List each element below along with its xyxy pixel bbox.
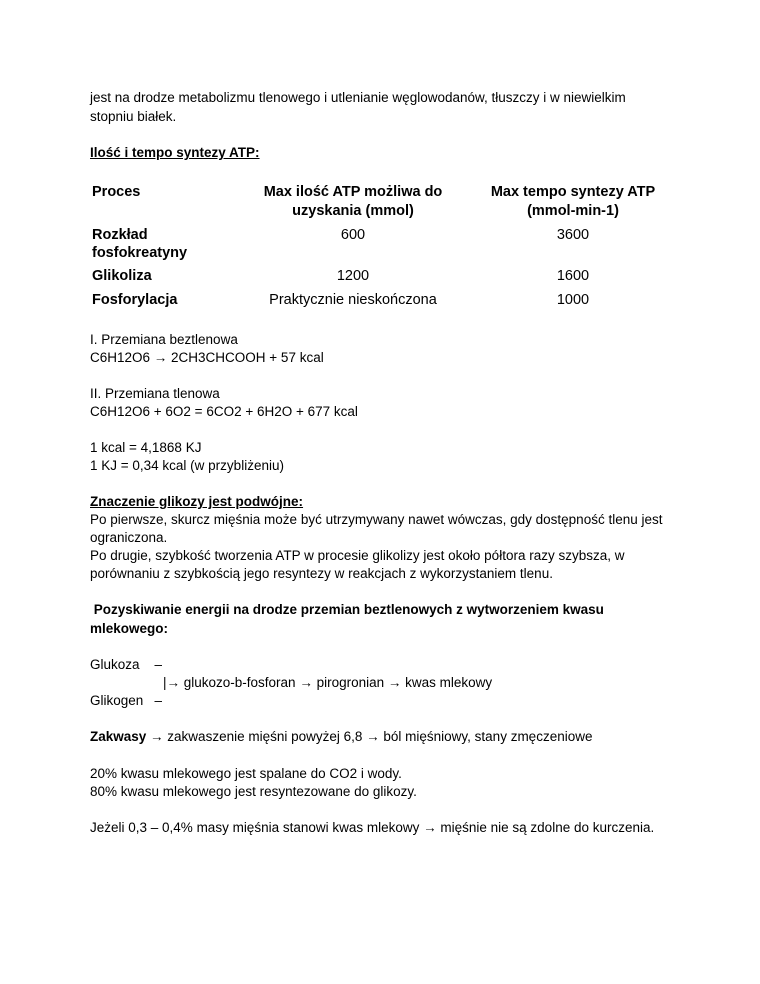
- glucose-p2-line-1: Po drugie, szybkość tworzenia ATP w procesie glikolizy jest około półtora razy szybsza, w: [90, 548, 625, 563]
- row-1-amount: 600: [340, 227, 366, 243]
- row-2-name: Glikoliza: [92, 268, 152, 284]
- glikogen-label: Glikogen –: [90, 693, 163, 708]
- header-proces: Proces: [92, 184, 141, 200]
- glycolysis-pathway: |→ glukozo-b-fosforan → pirogronian → kwas mlekowy: [163, 675, 493, 690]
- row-2-rate: 1600: [556, 268, 590, 284]
- intro-line-2: stopniu białek.: [90, 109, 177, 124]
- anaerobic-equation: C6H12O6 → 2CH3CHCOOH + 57 kcal: [90, 350, 324, 365]
- header-max-rate-2: (mmol-min-1): [527, 203, 619, 219]
- conversion-2: 1 KJ = 0,34 kcal (w przybliżeniu): [90, 458, 284, 473]
- anaerobic-title: I. Przemiana beztlenowa: [90, 332, 238, 347]
- header-max-amount-2: uzyskania (mmol): [292, 203, 414, 219]
- zakwasy-text: → zakwaszenie mięśni powyżej 6,8 → ból mięśniowy, stany zmęczeniowe: [146, 729, 593, 744]
- glucose-p1-line-1: Po pierwsze, skurcz mięśnia może być utrzymywany nawet wówczas, gdy dostępność tlenu jest: [90, 512, 663, 527]
- header-max-amount-1: Max ilość ATP możliwa do: [263, 184, 443, 200]
- lactic-heading-line-2: mlekowego:: [90, 621, 169, 636]
- row-3-amount: Praktycznie nieskończona: [269, 292, 437, 308]
- lactic-20-percent: 20% kwasu mlekowego jest spalane do CO2 i wody.: [90, 766, 402, 781]
- aerobic-title: II. Przemiana tlenowa: [90, 386, 220, 401]
- zakwasy-label: Zakwasy: [90, 729, 147, 744]
- glucose-p1-line-2: ograniczona.: [90, 530, 168, 545]
- lactic-heading-line-1: Pozyskiwanie energii na drodze przemian beztlenowych z wytworzeniem kwasu: [90, 602, 604, 617]
- row-2-amount: 1200: [336, 268, 370, 284]
- lactic-80-percent: 80% kwasu mlekowego jest resyntezowane do glikozy.: [90, 784, 417, 799]
- glucose-p2-line-2: porównaniu z szybkością jego resyntezy w reakcjach z wykorzystaniem tlenu.: [90, 566, 553, 581]
- intro-line-1: jest na drodze metabolizmu tlenowego i utlenianie węglowodanów, tłuszczy i w niewielkim: [90, 90, 626, 105]
- row-1-name-2: fosfokreatyny: [92, 245, 188, 261]
- row-1-rate: 3600: [556, 227, 590, 243]
- row-3-rate: 1000: [556, 292, 590, 308]
- glucose-heading: Znaczenie glikozy jest podwójne:: [90, 494, 304, 509]
- row-1-name-1: Rozkład: [92, 227, 148, 243]
- conversion-1: 1 kcal = 4,1868 KJ: [90, 440, 202, 455]
- atp-heading: Ilość i tempo syntezy ATP:: [90, 145, 260, 160]
- glukoza-label: Glukoza –: [90, 657, 163, 672]
- row-3-name: Fosforylacja: [92, 292, 178, 308]
- lactic-final-note: Jeżeli 0,3 – 0,4% masy mięśnia stanowi kwas mlekowy → mięśnie nie są zdolne do kurczenia.: [90, 820, 655, 835]
- zakwasy-line: [90, 727, 592, 746]
- aerobic-equation: C6H12O6 + 6O2 = 6CO2 + 6H2O + 677 kcal: [90, 404, 358, 419]
- header-max-rate-1: Max tempo syntezy ATP: [490, 184, 656, 200]
